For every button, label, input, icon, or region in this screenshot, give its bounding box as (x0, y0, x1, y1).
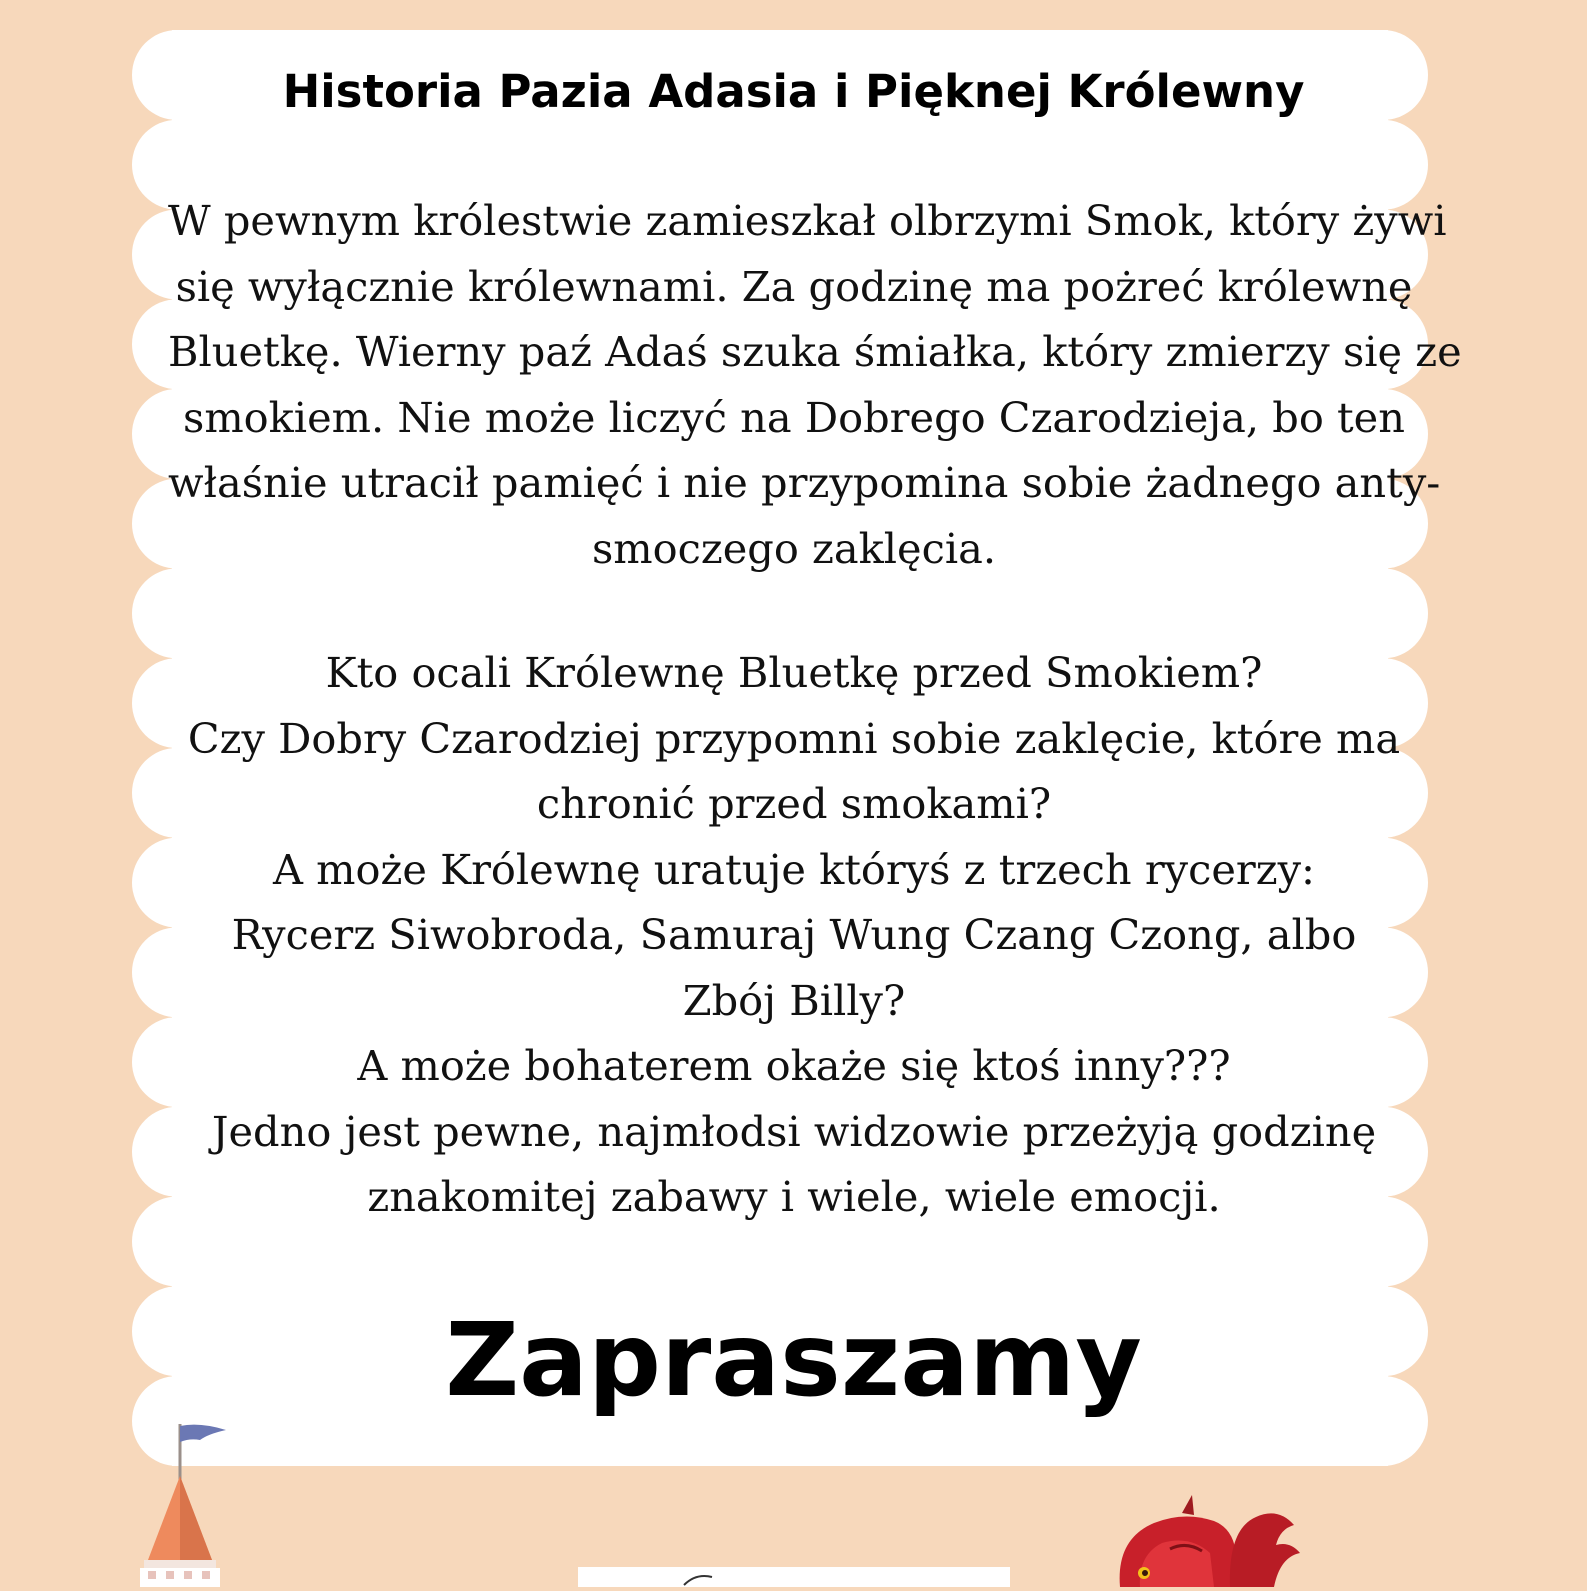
question-line: Kto ocali Królewnę Bluetkę przed Smokiem? (325, 648, 1263, 697)
logo-card (578, 1567, 1010, 1587)
question-line: Zbój Billy? (682, 975, 906, 1025)
question-line: Czy Dobry Czarodziej przypomni sobie zaklęcie, które ma (187, 713, 1401, 763)
question-line: znakomitej zabawy i wiele, wiele emocji. (367, 1172, 1221, 1221)
intro-paragraph (168, 188, 1462, 581)
logo-mark-icon (578, 1567, 1010, 1587)
question-line: A może bohaterem okaże się ktoś inny??? (357, 1041, 1231, 1090)
dragon-icon (1110, 1495, 1330, 1587)
question-line: Rycerz Siwobroda, Samuraj Wung Czang Czong, albo (231, 910, 1357, 959)
question-line: Jedno jest pewne, najmłodsi widzowie przeżyją godzinę (211, 1106, 1377, 1156)
question-line: A może Królewnę uratuje któryś z trzech rycerzy: (272, 844, 1316, 894)
page-title: Historia Pazia Adasia i Pięknej Królewny (282, 65, 1305, 118)
questions-paragraph (168, 640, 1420, 1230)
intro-line: W pewnym królestwie zamieszkał olbrzymi Smok, który żywi (168, 196, 1447, 245)
intro-line: smoczego zaklęcia. (591, 523, 997, 573)
invitation-heading: Zapraszamy (445, 1301, 1142, 1420)
intro-line: Bluetkę. Wierny paź Adaś szuka śmiałka, który zmierzy się ze (168, 327, 1462, 376)
intro-line: smokiem. Nie może liczyć na Dobrego Czarodzieja, bo ten (183, 392, 1405, 442)
castle-tower-icon (130, 1418, 260, 1587)
intro-line: się wyłącznie królewnami. Za godzinę ma pożreć królewnę (175, 261, 1413, 311)
intro-line: właśnie utracił pamięć i nie przypomina sobie żadnego anty- (168, 458, 1441, 507)
question-line: chronić przed smokami? (536, 779, 1052, 828)
